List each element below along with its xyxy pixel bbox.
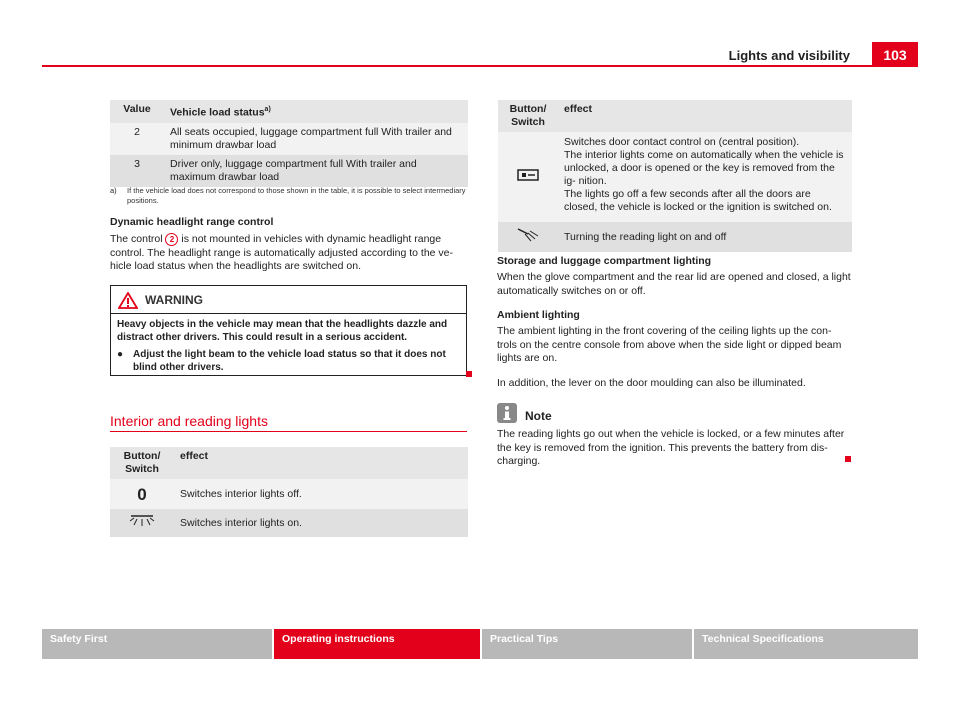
dynamic-text-after: is not mounted in vehicles with dynamic headlight range control. The headlight range is automatically adjusted according to the ve- hicle load status when the headlights are switched on. <box>110 233 454 272</box>
section-title: Interior and reading lights <box>110 413 268 429</box>
storage-text: When the glove compartment and the rear lid are opened and closed, a light automatically switches on or off. <box>497 271 851 297</box>
info-note-icon <box>497 403 517 423</box>
load-value: 3 <box>110 155 164 187</box>
warning-triangle-icon <box>118 292 138 309</box>
footer-tab-practical[interactable]: Practical Tips <box>482 629 692 659</box>
table-row <box>498 132 852 222</box>
warning-bullet-item <box>117 348 462 374</box>
vehicle-load-table <box>110 100 468 187</box>
column-header-effect: effect <box>174 447 468 479</box>
column-header-switch: Button/ Switch <box>110 447 174 479</box>
footnote-text: If the vehicle load does not correspond to those shown in the table, it is possible to select intermediary positions. <box>127 186 466 205</box>
load-value: 2 <box>110 123 164 155</box>
footer-tab-safety[interactable]: Safety First <box>42 629 272 659</box>
table-row <box>110 509 468 537</box>
effect-text: Switches interior lights off. <box>174 479 468 509</box>
page-number: 103 <box>872 42 918 67</box>
ambient-text-2: In addition, the lever on the door moulding can also be illuminated. <box>497 377 806 389</box>
switch-effect-table <box>498 100 852 252</box>
footnote-mark: a) <box>110 186 117 195</box>
effect-line: Switches door contact control on (central position). <box>564 136 800 148</box>
section-end-mark <box>466 371 472 377</box>
footnote-ref: a) <box>264 106 271 113</box>
interior-lights-table <box>110 447 468 537</box>
table-header-row <box>110 100 468 123</box>
effect-line: The interior lights come on automatically when the vehicle is unlocked, a door is opened or the key is removed from the ig- nition. <box>564 149 844 187</box>
dynamic-heading: Dynamic headlight range control <box>110 216 274 228</box>
table-row <box>498 222 852 252</box>
effect-text: Turning the reading light on and off <box>558 222 852 252</box>
bullet-icon: ● <box>117 349 124 360</box>
load-status: All seats occupied, luggage compartment full With trailer and minimum drawbar load <box>164 123 468 155</box>
effect-text: Switches interior lights on. <box>174 509 468 537</box>
footer-tab-operating[interactable]: Operating instructions <box>274 629 480 659</box>
column-header-effect: effect <box>558 100 852 132</box>
storage-heading: Storage and luggage compartment lighting <box>497 255 712 267</box>
warning-text: Heavy objects in the vehicle may mean that the headlights dazzle and distract other drivers. This could result in a serious accident. <box>117 319 448 343</box>
section-rule <box>110 431 467 432</box>
table-header-row <box>498 100 852 132</box>
ambient-heading: Ambient lighting <box>497 309 580 321</box>
ambient-text: The ambient lighting in the front covering of the ceiling lights up the con- trols on the centre console from above when the side light or dipped beam lights are on. <box>497 325 842 364</box>
table-row <box>110 123 468 155</box>
column-header-status-label: Vehicle load status <box>170 106 265 119</box>
zero-symbol-icon: 0 <box>110 479 174 509</box>
warning-title: WARNING <box>145 293 203 307</box>
note-title: Note <box>525 409 552 423</box>
load-status: Driver only, luggage compartment full With trailer and maximum drawbar load <box>164 155 468 187</box>
control-number-badge: 2 <box>165 233 178 246</box>
dynamic-text-before: The control <box>110 233 163 245</box>
section-end-mark <box>845 456 851 462</box>
page-header-title: Lights and visibility <box>728 48 850 63</box>
table-row <box>110 479 468 509</box>
header-rule <box>42 65 918 67</box>
reading-light-icon <box>498 222 558 252</box>
door-contact-icon <box>498 132 558 222</box>
effect-cell <box>558 132 852 222</box>
note-text: The reading lights go out when the vehicle is locked, or a few minutes after the key is removed from the ignition. This prevents the battery from dis- charging. <box>497 428 845 467</box>
warning-body <box>117 318 462 374</box>
effect-line: The lights go off a few seconds after all the doors are closed, the vehicle is locked or the ignition is switched on. <box>564 188 832 213</box>
column-header-status <box>164 100 468 123</box>
interior-light-icon <box>110 509 174 537</box>
table-row <box>110 155 468 187</box>
table-header-row <box>110 447 468 479</box>
column-header-switch: Button/ Switch <box>498 100 558 132</box>
footer-tab-technical[interactable]: Technical Specifications <box>694 629 918 659</box>
warning-bullet-text: Adjust the light beam to the vehicle load status so that it does not blind other drivers. <box>133 349 446 373</box>
dynamic-paragraph <box>110 233 467 274</box>
column-header-value: Value <box>110 100 164 123</box>
